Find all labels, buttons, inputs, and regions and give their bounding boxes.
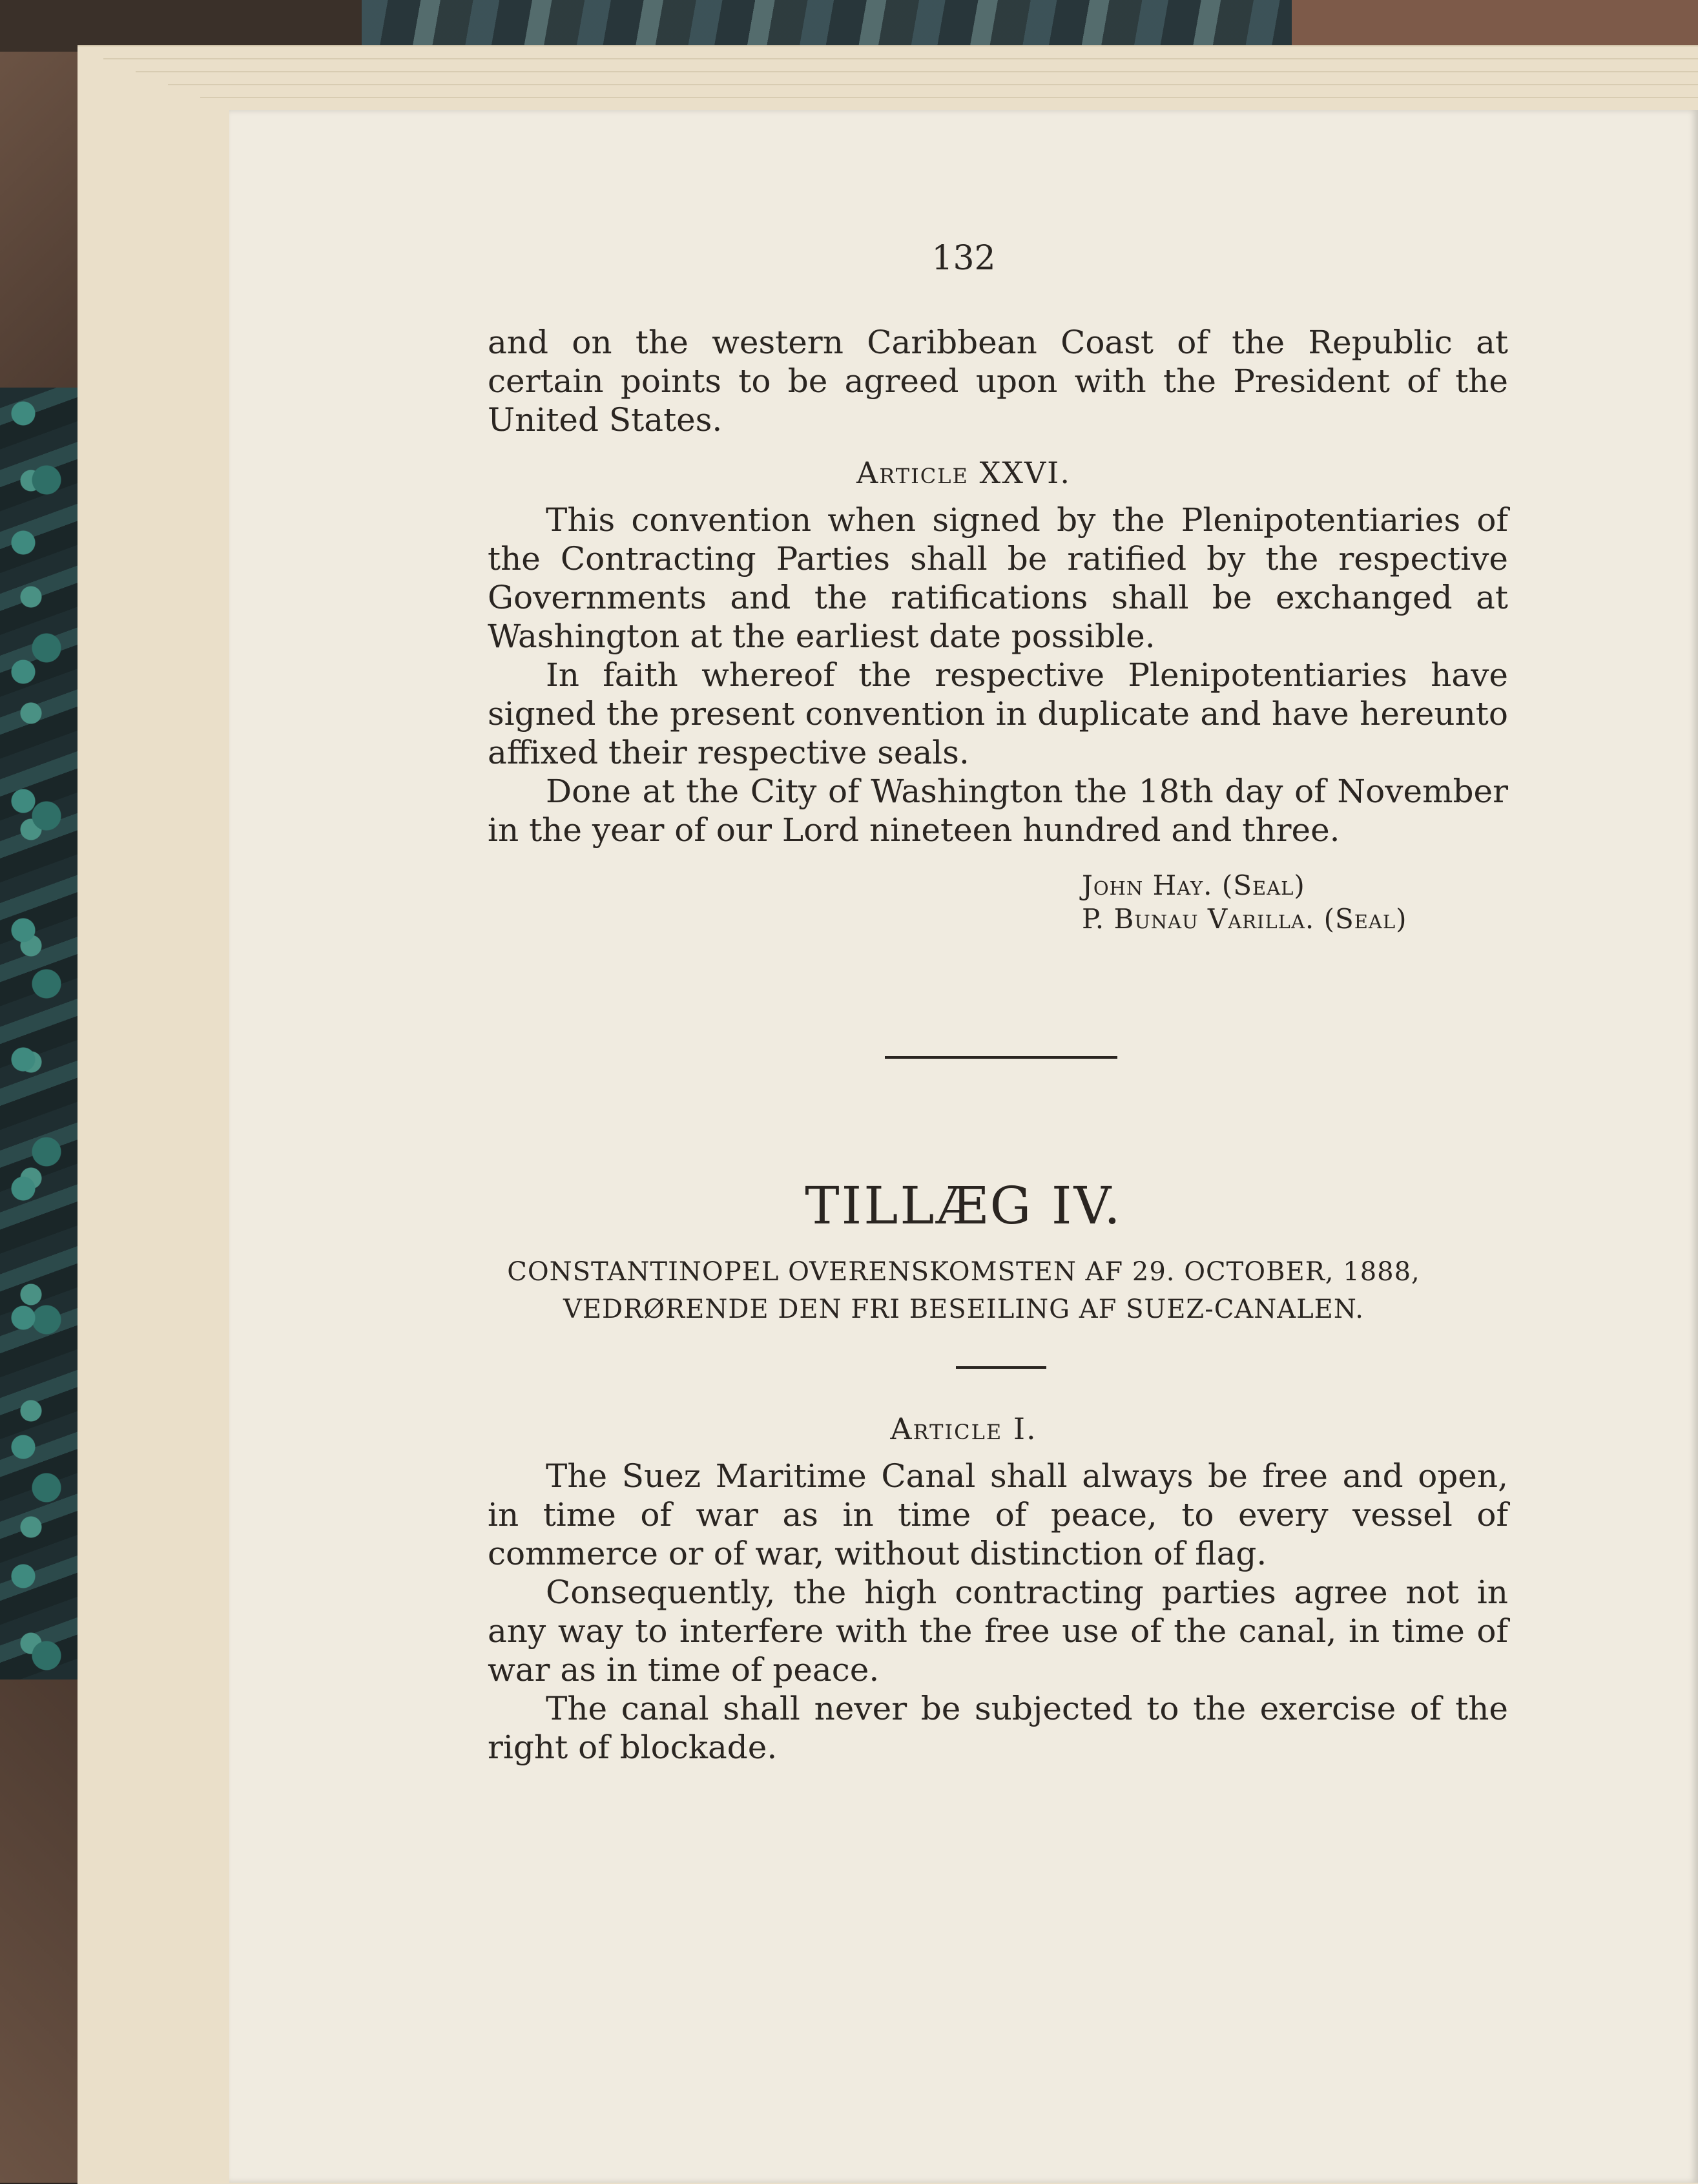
article-i-paragraph: The Suez Maritime Canal shall always be free and open, in time of war as in time of peace, to every vessel of commerce or of war, without distinction of flag. bbox=[488, 1457, 1508, 1572]
intro-paragraph bbox=[488, 323, 1508, 439]
appendix-title: TILLÆG IV. bbox=[805, 1176, 1123, 1236]
leather-spine-bottom bbox=[0, 1680, 90, 2183]
article-i-paragraph: Consequently, the high contracting parties agree not in any way to interfere with the free use of the canal, in time of war as in time of peace. bbox=[488, 1574, 1508, 1689]
intro-text: and on the western Caribbean Coast of the Republic at certain points to be agreed upon with the President of the United States. bbox=[488, 324, 1508, 439]
subtitle-line: CONSTANTINOPEL OVERENSKOMSTEN AF 29. OCTOBER, 1888, bbox=[507, 1257, 1420, 1287]
top-leather-corner bbox=[1292, 0, 1698, 45]
article-xxvi-paragraph: In faith whereof the respective Plenipotentiaries have signed the present convention in duplicate and have hereunto affixed their respective seals. bbox=[488, 656, 1508, 771]
article-i-body bbox=[488, 1457, 1508, 1767]
leather-spine-top bbox=[0, 52, 84, 400]
appendix-subtitle bbox=[229, 1253, 1698, 1328]
signature-line: P. Bunau Varilla. (Seal) bbox=[1082, 903, 1407, 935]
short-divider bbox=[956, 1366, 1046, 1369]
marbled-cover-edge bbox=[0, 388, 78, 1783]
article-xxvi-paragraph: This convention when signed by the Plenipotentiaries of the Contracting Parties shall be ratified by the respective Governments and the ratifications shall be exchanged at Washington at the earliest date possible. bbox=[488, 501, 1508, 655]
top-marbled-cover bbox=[362, 0, 1330, 45]
signature-line: John Hay. (Seal) bbox=[1082, 869, 1305, 901]
signature-block bbox=[1082, 869, 1407, 936]
page-number: 132 bbox=[931, 239, 996, 278]
page-content bbox=[229, 110, 1698, 2183]
article-i-paragraph: The canal shall never be subjected to the exercise of the right of blockade. bbox=[488, 1690, 1508, 1766]
article-xxvi-heading: Article XXVI. bbox=[856, 455, 1071, 490]
book-page bbox=[229, 110, 1698, 2183]
article-xxvi-paragraph: Done at the City of Washington the 18th day of November in the year of our Lord nineteen hundred and three. bbox=[488, 773, 1508, 849]
article-i-heading: Article I. bbox=[890, 1411, 1037, 1446]
subtitle-line: VEDRØRENDE DEN FRI BESEILING AF SUEZ-CANALEN. bbox=[563, 1295, 1365, 1324]
article-xxvi-body bbox=[488, 501, 1508, 849]
section-divider bbox=[885, 1056, 1117, 1059]
